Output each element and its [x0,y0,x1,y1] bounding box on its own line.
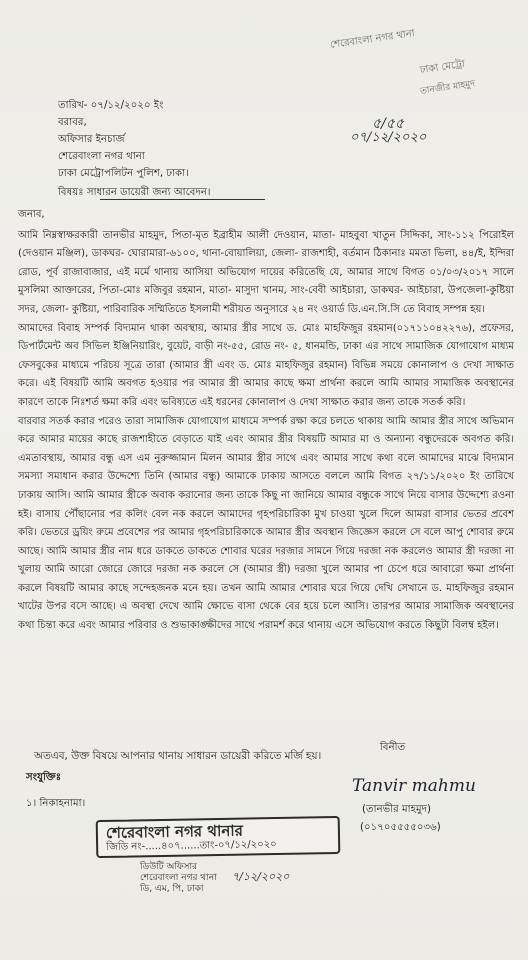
top-right-note-2: ঢাকা মেট্রো [419,58,466,77]
signature: Tanvir mahmu [352,776,476,796]
received-mark: ৫/৫৫ [372,116,404,132]
subject-line: বিষয়ঃ সাধারন ডায়েরী জন্য আবেদন। [58,187,211,198]
paragraph-3: বারবার সতর্ক করার পরেও তারা সামাজিক যোগাযোগ মাধ্যমে সম্পর্ক রক্ষা করে চলতে থাকায় আমি আমার স্ত্রীর সাথে অভিমান করে আমার মায়ের কাছে রাজশাহীতে বেড়াতে যাই এবং আমার স্ত্রীর বিষয়টি আমার মা ও অন্যান্য বন্ধুদেরকে অবগত করি। এমতাবস্থায়, আমার বন্ধু এস এম নুরুজ্জামান মিলন আমার স্ত্রীর সাথে এবং আমার সাথে কথা বলে আমাদের মাঝে বিদ্যমান সমস্যা সমাধান করার উদ্দেশ্যে তিনি (আমার বন্ধু) আমাকে ঢাকায় আসতে বললে আমি বিগত ২৭/১১/২০২০ ইং তারিখে ঢাকায় আসি। আমি আমার স্ত্রীকে অবাক করানোর জন্য তাকে কিছু না জানিয়ে আমার বন্ধুকে সাথে নিয়ে বাসার উদ্দেশ্যে রওনা হই। বাসায় পৌঁছানোর পর কলিং বেল নক করলে আমাদের গৃহপরিচারিকা মুখ চাওয়া খুলে দিলে আমরা বাসার ভেতর প্রবেশ করি। ভেতরে ড্রয়িং রুমে প্রবেশের পর আমার গৃহপরিচারিকাকে আমার স্ত্রীর অবস্থান জিজ্ঞেস করলে সে বলে আপু শোবার রুমে আছে। আমি আমার স্ত্রীর নাম ধরে ডাকতে ডাকতে শোবার ঘরের দরজার সামনে গিয়ে দরজা নক করলেও আমার স্ত্রী দরজা না খুলায় আমি আরো জোরে জোরে দরজা নক করলে সে (আমার স্ত্রী) দরজা খুলে আমার পা চেপে ধরে আবারো ক্ষমা প্রার্থনা করলে বিষয়টি আমার কাছে সন্দেহজনক মনে হয়। তখন আমি আমার শোবার ঘরে গিয়ে দেখি সেখানে ড. মাহফিজুর রহমান খাটের উপর বসে আছে। এ অবস্থা দেখে আমি ক্ষোভে বাসা থেকে বের হয়ে চলে আসি। তারপর আমার সামাজিক অবস্থানের কথা চিন্তা করে এবং আমার পরিবার ও শুভাকাঙ্ক্ষীদের সাথে পরামর্শ করে থানায় এসে অভিযোগ করতে কিছুটা বিলম্ব হইল। [18,415,514,632]
seal-line-1: ডিউটি অফিসার [140,862,198,872]
yours-label: বিনীত [380,742,406,753]
stamp-gd-number: জিডি নং-.....৪০৭......তাং-০৭/১২/২০২০ [106,838,277,853]
salutation: জনাব, [18,209,45,220]
paragraph-2: আমাদের বিবাহ সম্পর্ক বিদ্যমান থাকা অবস্থায়, আমার স্ত্রীর সাথে ড. মোঃ মাহফিজুর রহমান(০১৭১১০৪২২৭৬), প্রফেসর, ডিপার্টমেন্ট অব সিভিল ইঞ্জিনিয়ারিং, বুয়েট, বাড়ী নং-৫৫, রোড নং- ৫, ধানমন্ডি, ঢাকা এর সাথে সামাজিক যোগাযোগ মাধ্যম ফেসবুকের মাধ্যমে পরিচয় সূত্রে তারা (আমার স্ত্রী এবং ড. মোঃ মাহফিজুর রহমান) বিভিন্ন সময়ে কোনালাপ ও দেখা সাক্ষাত করে। এই বিষয়টি আমি অবগত হওয়ার পর আমার স্ত্রী আমার কাছে ক্ষমা প্রার্থনা করলে আমি আমার সামাজিক অবস্থানের কারণে তাকে নিঃশর্ত ক্ষমা করি এবং ভবিষ্যতে এই ধরনের কোনালাপ ও দেখা সাক্ষাত করার জন্য তাকে সতর্ক করি। [18,322,514,408]
attachment-item-1: ১। নিকাহনামা। [26,798,86,809]
signer-name: (তানভীর মাহমুদ) [362,804,431,815]
stamp-title: শেরেবাংলা নগর থানার [105,821,244,842]
gd-stamp [96,816,341,858]
subject-underline [100,199,265,200]
duty-officer-seal [140,862,217,895]
address-to: বরাবর, [58,117,87,128]
paragraph-1: আমি নিম্নস্বাক্ষরকারী তানভীর মাহমুদ, পিতা-মৃত ইব্রাহীম আলী দেওয়ান, মাতা- মাহবুবা খাতুন সিদ্দিকা, সাং-১১২ পিরোইল (দেওয়ান মঞ্জিল), ডাকঘর- ঘোরামারা-৬১০০, থানা-বোয়ালিয়া, জেলা- রাজশাহী, বর্তমান ঠিকানাঃ মমতা ভিলা, ৪৪/ই, ইন্দিরা রোড, পূর্ব রাজাবাজার, এই মর্মে থানায় আসিয়া অভিযোগ দায়ের করিতেছি যে, আমার সাথে বিগত ০১/০৩/২০১৭ সালে মুসলিমা আক্তারের, পিতা-মোঃ মজিবুর রহমান, মাতা- মাসুদা খানম, সাং-বেবী আইচারা, ডাকঘর- আইচারা, উপজেলা-কুষ্টিয়া সদর, জেলা- কুষ্টিয়া, পারিবারিক সম্মিতিতে ইসলামী শরীয়ত অনুসারে ২৪ নং ওয়ার্ড ডি.এন.সি.সি তে বিবাহ সম্পন্ন হয়। [18,229,514,315]
margin-note: তানজীর মাহমুদ [419,79,476,97]
address-station: শেরেবাংলা নগর থানা [58,151,145,162]
date-line: তারিখ- ০৭/১২/২০২০ ইং [58,100,164,111]
letter-body [18,206,514,636]
address-city: ঢাকা মেট্রোপলিটন পুলিশ, ঢাকা। [58,168,189,179]
address-officer: অফিসার ইনচার্জ [58,134,125,145]
seal-line-2: শেরেবাংলা নগর থানা [140,873,217,883]
received-date: ০৭/১২/২০২০ [350,130,427,145]
attachments-heading: সংযুক্তিঃ [26,772,62,783]
top-right-note: শেরেবাংলা নগর থানা [329,28,416,51]
seal-date: ৭/১২/২০২০ [232,870,290,883]
closing-request: অতএব, উক্ত বিষয়ে আপনার থানায় সাধারন ডায়েরী করিতে মর্জি হয়। [34,750,322,762]
signer-phone: (০১৭০৫৫৫৫০৩৬) [360,822,441,833]
seal-line-3: ডি, এম, পি, ঢাকা [140,884,204,894]
